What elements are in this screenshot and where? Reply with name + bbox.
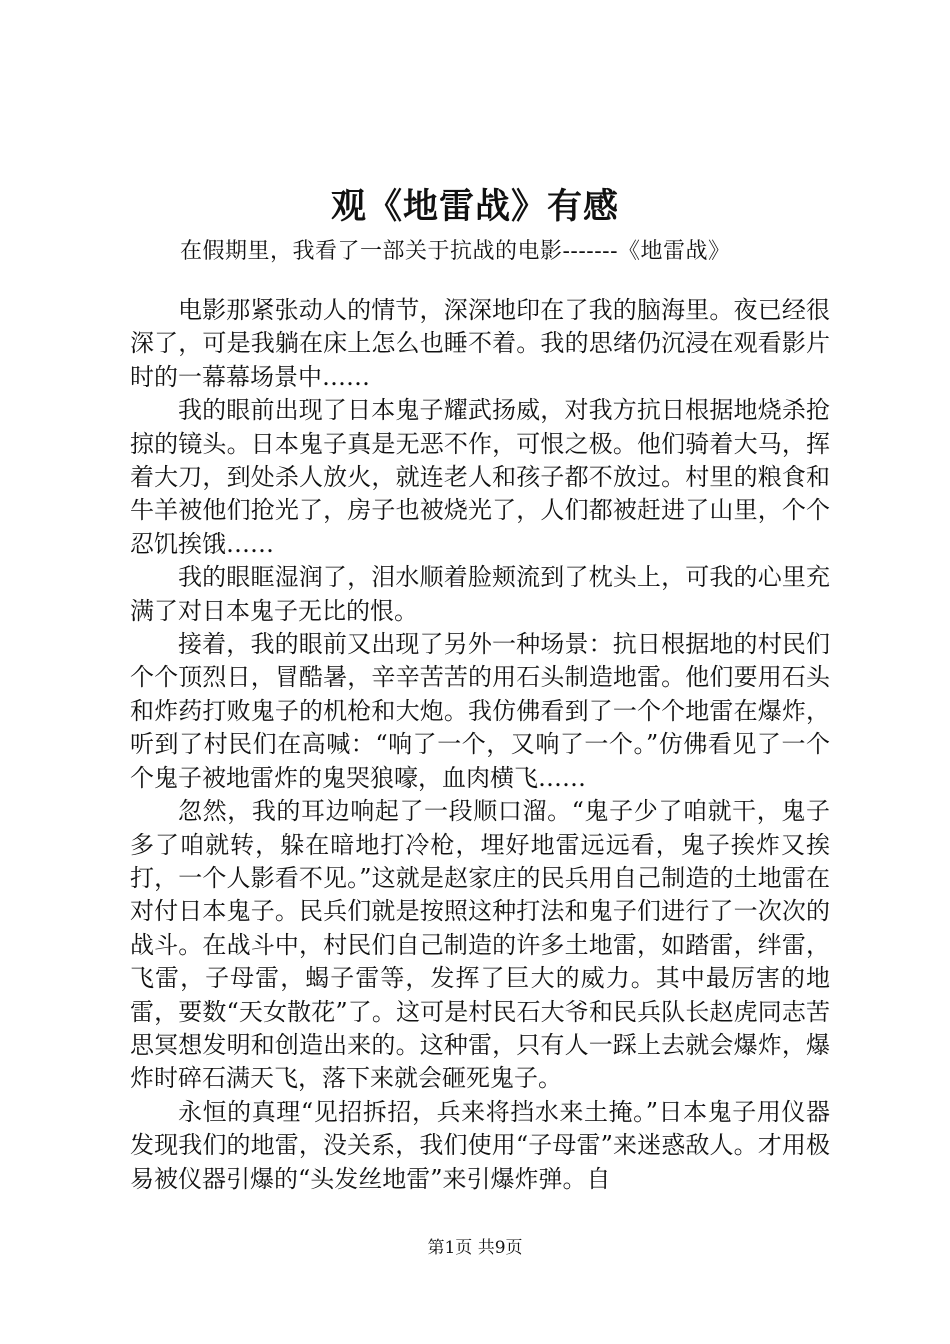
document-subtitle: 在假期里，我看了一部关于抗战的电影-------《地雷战》	[180, 239, 731, 264]
document-body	[130, 294, 830, 1196]
paragraph: 忽然，我的耳边响起了一段顺口溜。“鬼子少了咱就干，鬼子多了咱就转，躲在暗地打冷枪，埋好地雷远远看，鬼子挨炸又挨打，一个人影看不见。”这就是赵家庄的民兵用自己制造的土地雷在对付日本鬼子。民兵们就是按照这种打法和鬼子们进行了一次次的战斗。在战斗中，村民们自己制造的许多土地雷，如踏雷，绊雷，飞雷，子母雷，蝎子雷等，发挥了巨大的威力。其中最厉害的地雷，要数“天女散花”了。这可是村民石大爷和民兵队长赵虎同志苦思冥想发明和创造出来的。这种雷，只有人一踩上去就会爆炸，爆炸时碎石满天飞，落下来就会砸死鬼子。	[130, 797, 830, 1093]
paragraph: 电影那紧张动人的情节，深深地印在了我的脑海里。夜已经很深了，可是我躺在床上怎么也睡不着。我的思绪仍沉浸在观看影片时的一幕幕场景中……	[130, 296, 830, 391]
page-footer: 第1页 共9页	[427, 1238, 523, 1258]
paragraph: 永恒的真理“见招拆招，兵来将挡水来土掩。”日本鬼子用仪器发现我们的地雷，没关系，我们使用“子母雷”来迷惑敌人。才用极易被仪器引爆的“头发丝地雷”来引爆炸弹。自	[130, 1097, 830, 1193]
paragraph: 我的眼眶湿润了，泪水顺着脸颊流到了枕头上，可我的心里充满了对日本鬼子无比的恨。	[130, 563, 830, 625]
document-title: 观《地雷战》有感	[330, 186, 619, 227]
paragraph: 我的眼前出现了日本鬼子耀武扬威，对我方抗日根据地烧杀抢掠的镜头。日本鬼子真是无恶不作，可恨之极。他们骑着大马，挥着大刀，到处杀人放火，就连老人和孩子都不放过。村里的粮食和牛羊被他们抢光了，房子也被烧光了，人们都被赶进了山里，个个忍饥挨饿……	[130, 396, 830, 558]
paragraph: 接着，我的眼前又出现了另外一种场景：抗日根据地的村民们个个顶烈日，冒酷暑，辛辛苦苦的用石头制造地雷。他们要用石头和炸药打败鬼子的机枪和大炮。我仿佛看到了一个个地雷在爆炸，听到了村民们在高喊：“响了一个，又响了一个。”仿佛看见了一个个鬼子被地雷炸的鬼哭狼嚎，血肉横飞……	[130, 630, 830, 792]
